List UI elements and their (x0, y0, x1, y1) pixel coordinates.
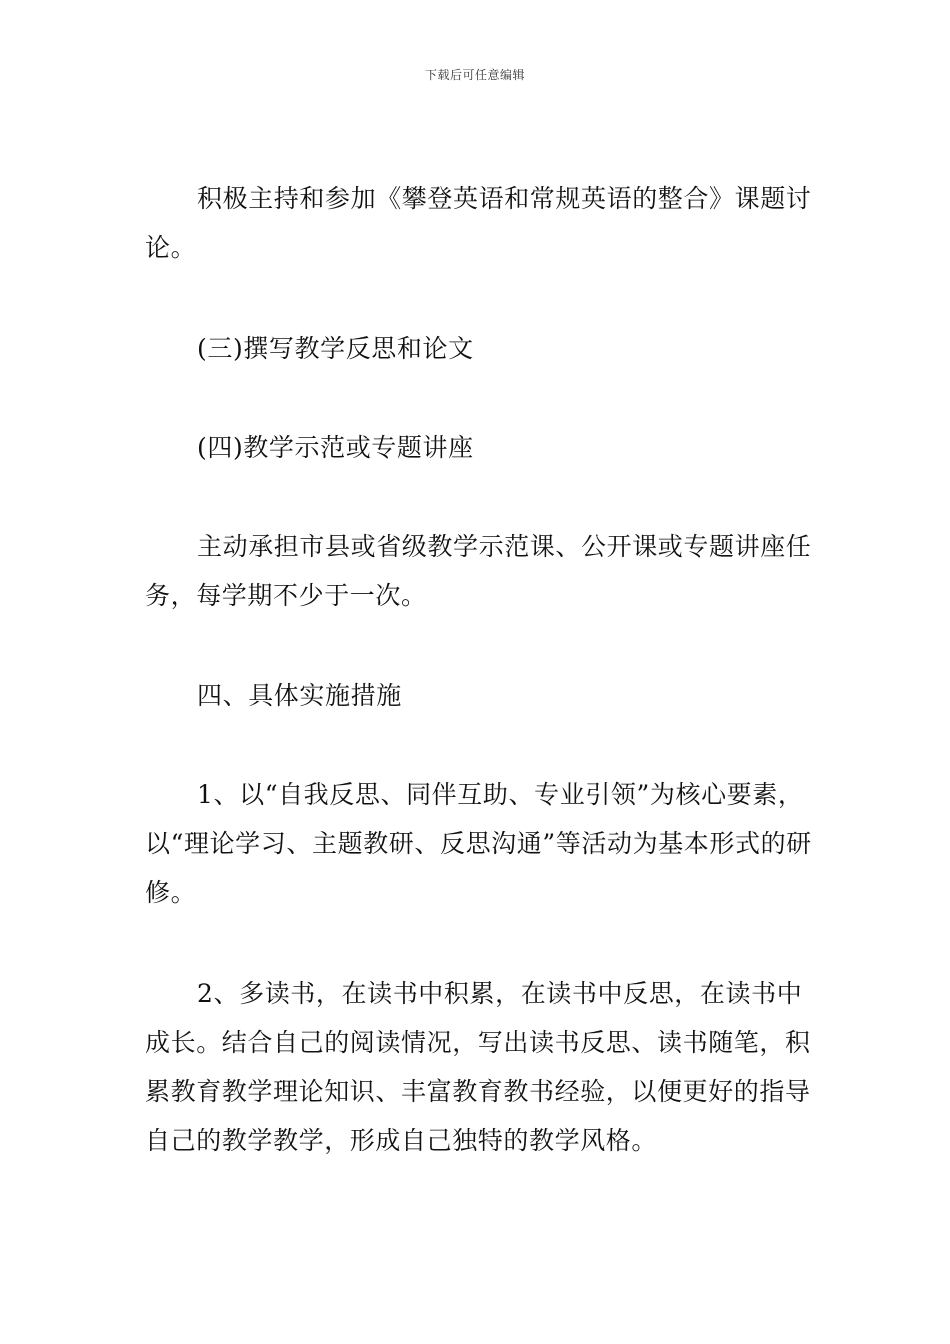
paragraph-text: 主动承担市县或省级教学示范课、公开课或专题讲座任务，每学期不少于一次。 (145, 532, 812, 610)
header-note: 下载后可任意编辑 (424, 68, 525, 82)
list-item-2 (145, 969, 815, 1165)
list-item-text: 1、以“自我反思、同伴互助、专业引领”为核心要素，以“理论学习、主题教研、反思沟通”等活动为基本形式的研修。 (145, 780, 812, 907)
list-item-text: 2、多读书，在读书中积累，在读书中反思，在读书中成长。结合自己的阅读情况，写出读书反思、读书随笔，积累教育教学理论知识、丰富教育教书经验，以便更好的指导自己的教学教学，形成自己独特的教学风格。 (145, 979, 811, 1155)
subheading-text: (四)教学示范或专题讲座 (197, 433, 474, 462)
subheading-reflection-papers (145, 324, 815, 373)
section-heading-text: 四、具体实施措施 (197, 681, 402, 710)
section-heading-measures (145, 671, 815, 720)
paragraph-text: 积极主持和参加《攀登英语和常规英语的整合》课题讨论。 (145, 184, 812, 262)
subheading-text: (三)撰写教学反思和论文 (197, 334, 474, 363)
paragraph-topic-discussion (145, 174, 815, 272)
paragraph-demo-lessons (145, 522, 815, 620)
subheading-demo-lectures (145, 423, 815, 472)
list-item-1 (145, 770, 815, 917)
